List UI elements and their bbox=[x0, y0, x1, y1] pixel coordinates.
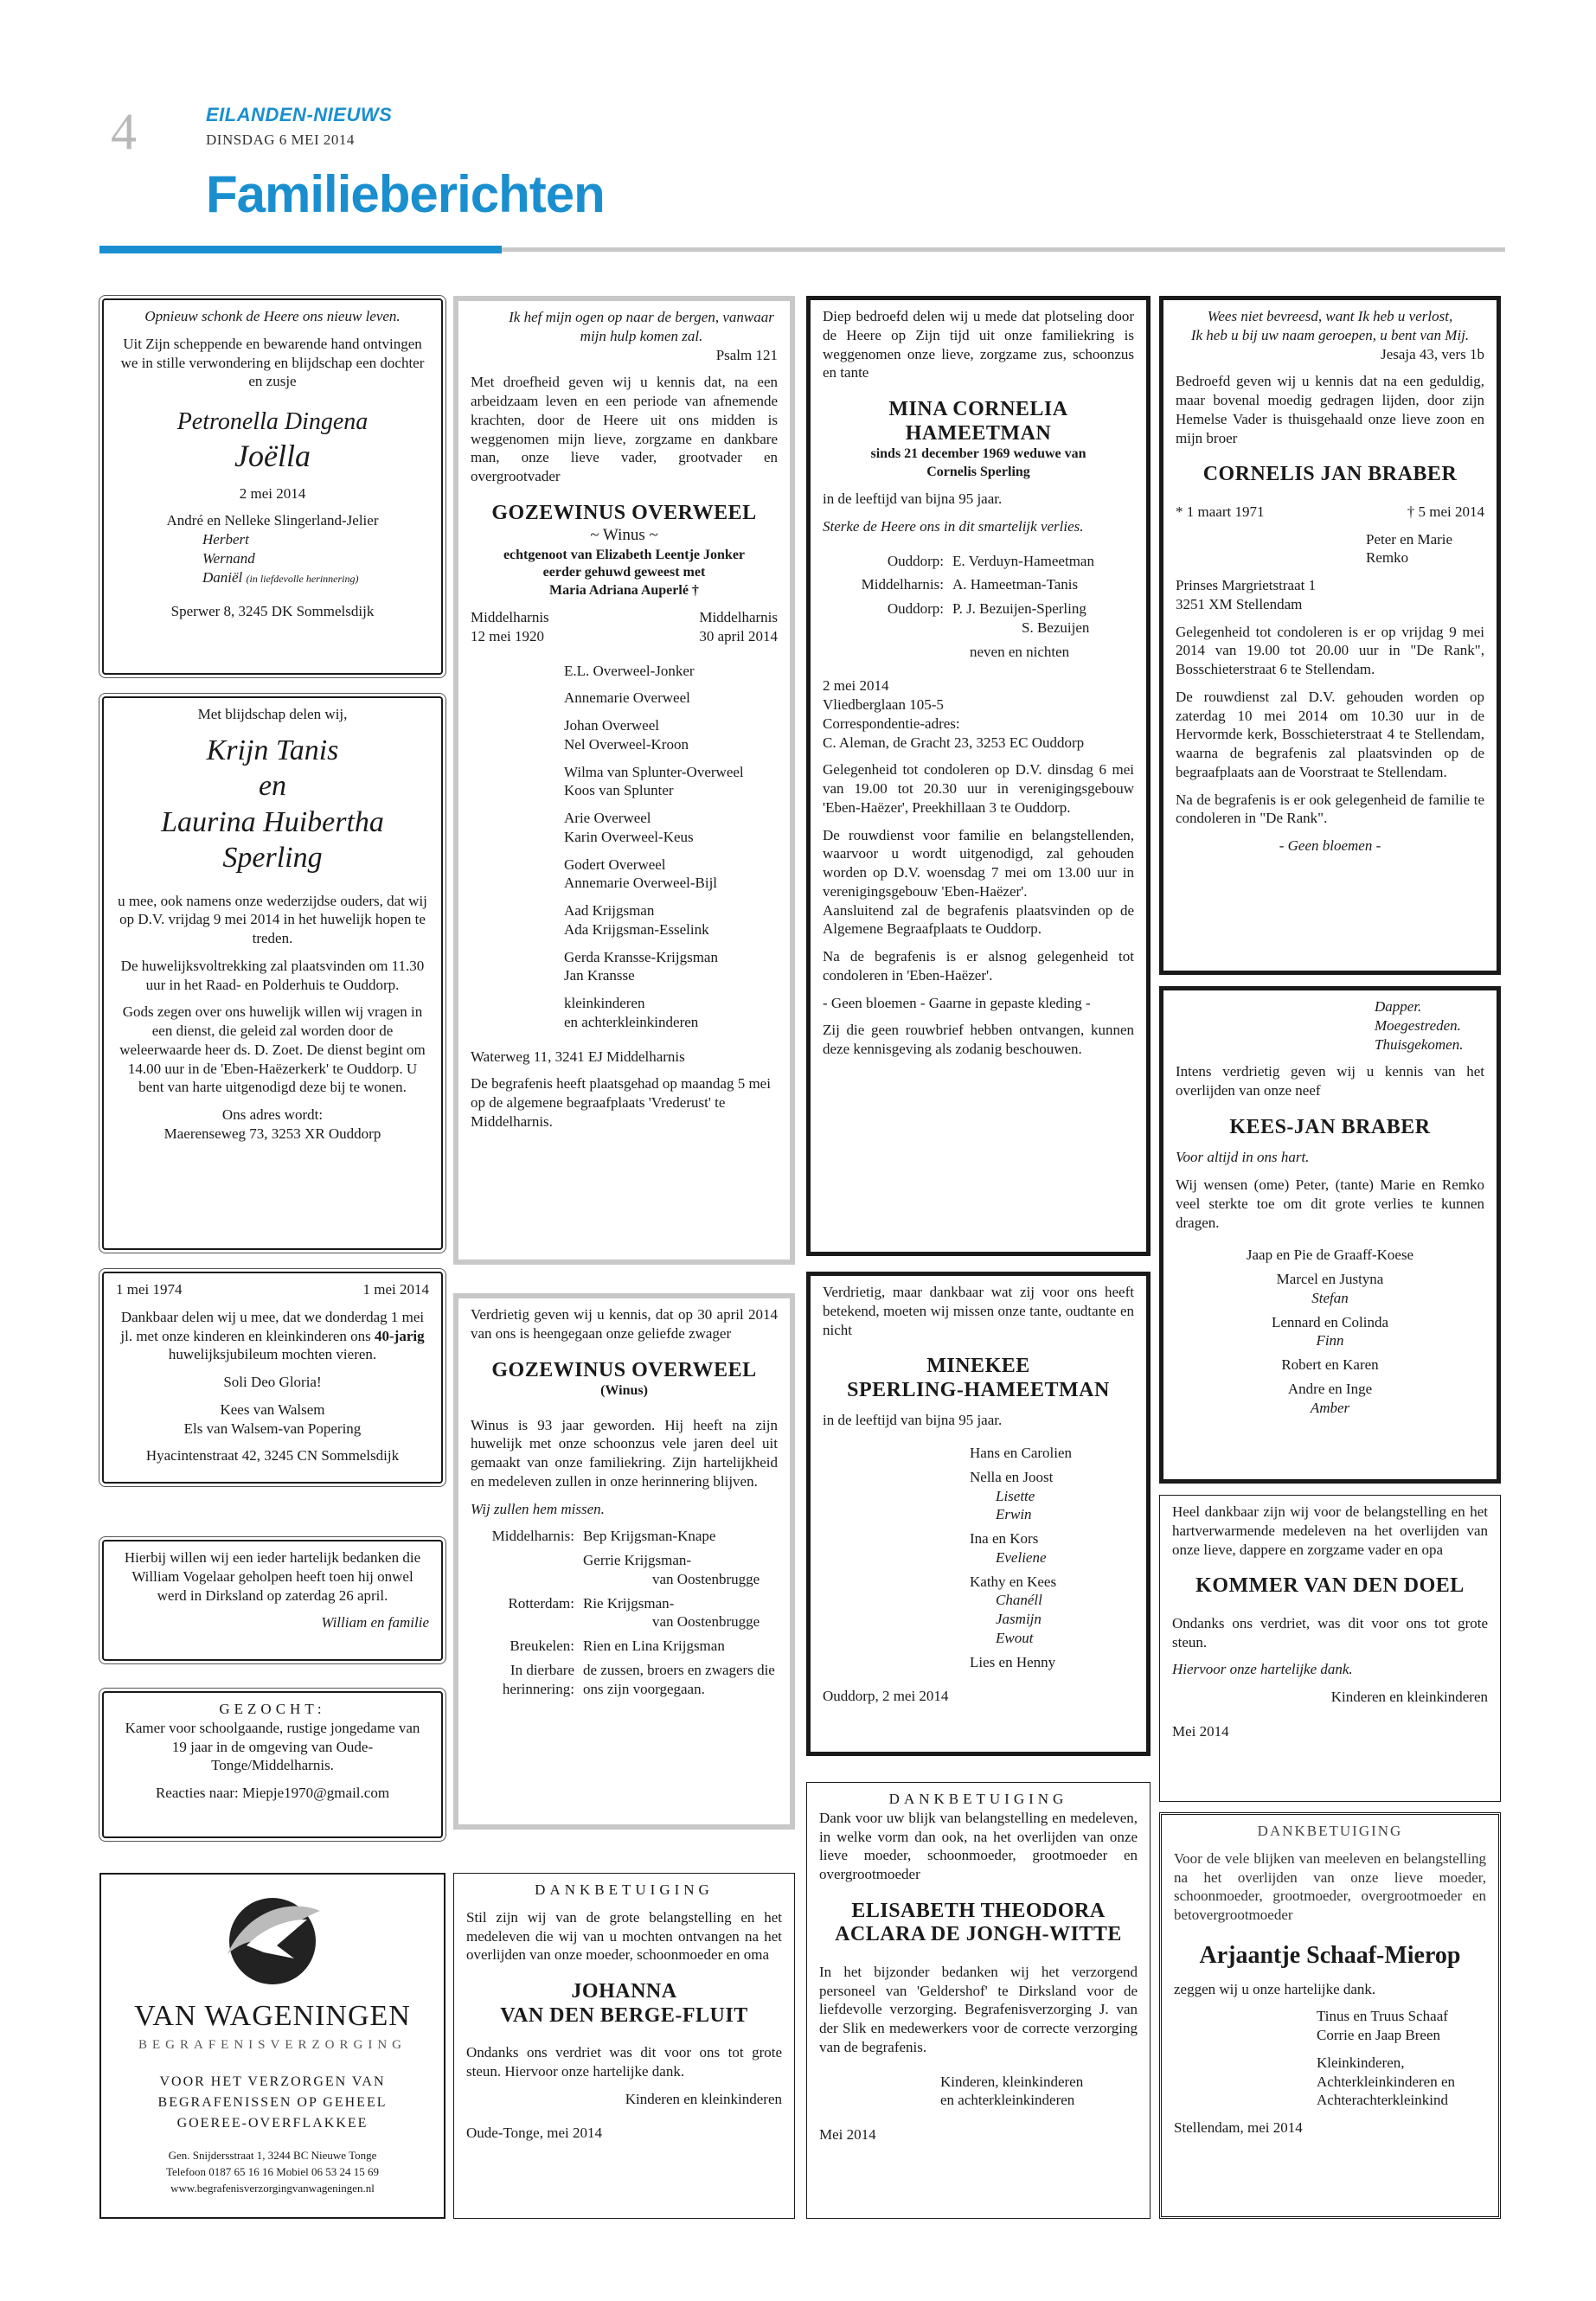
groom-name: Krijn Tanis bbox=[206, 734, 339, 766]
thanks-title: DANKBETUIGING bbox=[1257, 1823, 1403, 1839]
birth-parents: André en Nelleke Slingerland-Jelier bbox=[166, 512, 379, 529]
mourner-names bbox=[952, 552, 1134, 571]
thanks-text: Heel dankbaar zijn wij voor de belangstelling en het hartverwarmende medeleven na het overlijden van onze lieve, dappere en zorgzame vader en opa bbox=[1172, 1503, 1488, 1558]
spacer bbox=[564, 754, 778, 763]
mourner-row bbox=[471, 1637, 778, 1656]
mourners-list bbox=[471, 662, 778, 1032]
mourner-row bbox=[823, 552, 1134, 571]
mourner-name: en achterkleinkinderen bbox=[564, 1013, 699, 1030]
mourner-name: Lennard en Colinda bbox=[1271, 1313, 1388, 1330]
obituary-intro: Verdrietig geven wij u kennis, dat op 30 april 2014 van ons is heengegaan onze geliefde zwager bbox=[471, 1306, 778, 1342]
jubilee-address: Hyacintenstraat 42, 3245 CN Sommelsdijk bbox=[145, 1447, 400, 1465]
death-place: Middelharnis bbox=[699, 609, 778, 626]
after-burial-info: Na de begrafenis is er alsnog gelegenheid tot condoleren in 'Eben-Haëzer'. bbox=[823, 948, 1134, 984]
mourner-place bbox=[471, 1551, 583, 1589]
deceased-name: JOHANNA bbox=[571, 1980, 677, 2003]
widow-spouse: Cornelis Sperling bbox=[926, 464, 1030, 479]
mourner-name: Aad Krijgsman bbox=[564, 902, 655, 920]
deceased-name: Arjaantje Schaaf-Mierop bbox=[1199, 1941, 1461, 1969]
signature-line: Kleinkinderen, bbox=[1317, 2054, 1405, 2071]
parents: Peter en Marie bbox=[1366, 530, 1453, 548]
mourner-name: Johan Overweel bbox=[564, 717, 659, 734]
obituary-overweel-inlaws bbox=[453, 1293, 795, 1830]
mourner-name: Gerda Kransse-Krijgsman bbox=[564, 948, 718, 965]
obituary-street: Vliedberglaan 105-5 bbox=[823, 696, 944, 714]
mourner-name: Rien en Lina Krijgsman bbox=[583, 1638, 725, 1655]
advert-website[interactable]: www.begrafenisverzorgingvanwageningen.nl bbox=[170, 2181, 375, 2195]
mourner-name: Karin Overweel-Keus bbox=[564, 828, 694, 845]
mourner-name: Godert Overweel bbox=[564, 856, 666, 873]
mourner-names bbox=[583, 1551, 778, 1589]
wanted-text: Kamer voor schoolgaande, rustige jongedame van 19 jaar in de omgeving van Oude-Tonge/Middelharnis. bbox=[125, 1719, 420, 1774]
mourner-place: Ouddorp: bbox=[887, 552, 944, 569]
condolence-info: Gelegenheid tot condoleren op D.V. dinsdag 6 mei van 19.00 tot 20.30 uur in verenigingsgebouw 'Eben-Haëzer', Preekhillaan 3 te Ouddorp. bbox=[823, 761, 1134, 816]
new-address: Maerenseweg 73, 3253 XR Ouddorp bbox=[163, 1125, 381, 1142]
baby-full-name: Petronella Dingena bbox=[176, 408, 369, 435]
thanks-text: zeggen wij u onze hartelijke dank. bbox=[1174, 1980, 1376, 1997]
deceased-name: CORNELIS JAN BRABER bbox=[1202, 463, 1458, 486]
sibling-memorial: Daniël bbox=[202, 568, 243, 586]
mourner-name: Jan Kransse bbox=[564, 967, 635, 984]
death-date: † 5 mei 2014 bbox=[1407, 503, 1484, 520]
spacer bbox=[564, 893, 778, 901]
grandchild-name: Amber bbox=[1310, 1399, 1350, 1416]
thanks-title: DANKBETUIGING bbox=[535, 1881, 714, 1898]
signature-line: Achterkleinkinderen en bbox=[1317, 2073, 1456, 2090]
mourners-list bbox=[823, 1444, 1134, 1671]
birth-verse: Opnieuw schonk de Heere ons nieuw leven. bbox=[144, 308, 401, 324]
grandchild-name: Stefan bbox=[1311, 1289, 1349, 1306]
baby-call-name: Joëlla bbox=[234, 438, 311, 473]
thanks-motto: Hiervoor onze hartelijke dank. bbox=[1172, 1661, 1353, 1678]
after-burial-info: Na de begrafenis is er ook gelegenheid de familie te condoleren in "De Rank". bbox=[1176, 791, 1484, 827]
mourner-name: van Oostenbrugge bbox=[652, 1613, 760, 1631]
birth-address: Sperwer 8, 3245 DK Sommelsdijk bbox=[170, 603, 375, 620]
mourner-names bbox=[583, 1637, 778, 1656]
spouse-line: Maria Adriana Auperlé † bbox=[549, 582, 699, 598]
mourner-row bbox=[471, 1527, 778, 1546]
thanks-jongh bbox=[806, 1782, 1151, 2219]
obituary-age: in de leeftijd van bijna 95 jaar. bbox=[823, 1412, 1003, 1429]
service-info: De rouwdienst voor familie en belangstellenden, waarvoor u wordt uitgenodigd, zal gehouden worden op D.V. woensdag 7 mei om 13.00 uur in verenigingsgebouw 'Eben-Haëzer'. bbox=[823, 826, 1134, 900]
thanks-text: Dank voor uw blijk van belangstelling en medeleven, in welke vorm dan ook, na het overlijden van onze lieve moeder, schoonmoeder, grootmoeder en overgrootmoeder bbox=[819, 1809, 1138, 1882]
mourner-place: Middelharnis: bbox=[491, 1528, 574, 1545]
mourner-row bbox=[823, 575, 1134, 594]
spouse-line: echtgenoot van Elizabeth Leentje Jonker bbox=[503, 547, 746, 562]
thanks-date: Mei 2014 bbox=[819, 2126, 876, 2144]
jubilee-name: Kees van Walsem bbox=[220, 1400, 325, 1418]
advert-desc-line: BEGRAFENISSEN OP GEHEEL bbox=[157, 2095, 388, 2110]
jubilee-from: 1 mei 1974 bbox=[116, 1281, 183, 1298]
deceased-name: MINA CORNELIA bbox=[888, 398, 1068, 420]
mourner-place: Middelharnis: bbox=[861, 576, 944, 593]
grandchild-name: Erwin bbox=[996, 1506, 1032, 1523]
thanks-signature bbox=[1174, 2007, 1486, 2110]
thanks-signature: Kinderen, kleinkinderen bbox=[940, 2073, 1084, 2090]
memorial-note: (in liefdevolle herinnering) bbox=[246, 572, 359, 585]
obituary-hameetman bbox=[806, 296, 1151, 1256]
obituary-date: 2 mei 2014 bbox=[823, 677, 889, 695]
grandchild-name: Jasmijn bbox=[996, 1611, 1042, 1628]
burial-info: Aansluitend zal de begrafenis plaatsvinden op de Algemene Begraafplaats te Ouddorp. bbox=[823, 901, 1134, 938]
correspondence-label: Correspondentie-adres: bbox=[823, 715, 960, 732]
obituary-motto: Sterke de Heere ons in dit smartelijk verlies. bbox=[823, 517, 1084, 535]
thanks-place-date: Stellendam, mei 2014 bbox=[1174, 2119, 1303, 2137]
thanks-william-text: Hierbij willen wij een ieder hartelijk bedanken die William Vogelaar geholpen heeft toen hij onwel werd in Dirksland op zaterdag 26 april. bbox=[124, 1549, 421, 1604]
birth-intro: Uit Zijn scheppende en bewarende hand ontvingen we in stille verwondering en blijdschap een dochter en zusje bbox=[120, 335, 425, 390]
spacer bbox=[564, 939, 778, 948]
obituary-text: Wij wensen (ome) Peter, (tante) Marie en Remko veel sterkte toe om dit grote verlies te kunnen dragen. bbox=[1176, 1176, 1484, 1231]
obituary-verse-ref: Psalm 121 bbox=[715, 346, 778, 363]
funeral-advert bbox=[99, 1873, 445, 2219]
death-date: 30 april 2014 bbox=[699, 627, 778, 644]
thanks-title: DANKBETUIGING bbox=[888, 1791, 1068, 1807]
mourner-name: Kathy en Kees bbox=[970, 1573, 1057, 1590]
mourner-name: Rie Krijgsman- bbox=[583, 1594, 675, 1612]
thanks-text: Stil zijn wij van de grote belangstelling en het medeleven die wij van u mochten ontvangen na het overlijden van onze moeder, schoonmoeder en oma bbox=[466, 1908, 782, 1964]
obituary-verse: Dapper. bbox=[1375, 998, 1422, 1015]
jubilee-text: Dankbaar delen wij u mee, dat we donderdag 1 mei jl. met onze kinderen en kleinkinderen ons 40-jarig huwelijksjubileum mochten vieren. bbox=[120, 1308, 425, 1363]
widow-line: sinds 21 december 1969 weduwe van bbox=[870, 446, 1086, 462]
mourner-row bbox=[471, 1661, 778, 1699]
correspondence-address: C. Aleman, de Gracht 23, 3253 EC Ouddorp bbox=[823, 734, 1085, 751]
condolence-info: Gelegenheid tot condoleren is er op vrijdag 9 mei 2014 van 19.00 tot 20.00 uur in "De Rank", Bosschieterstraat 6 te Stellendam. bbox=[1176, 623, 1484, 678]
flowers-note: - Geen bloemen - Gaarne in gepaste kleding - bbox=[823, 994, 1091, 1011]
advert-address: Gen. Snijdersstraat 1, 3244 BC Nieuwe Tonge bbox=[168, 2149, 377, 2162]
thanks-william-signature: William en familie bbox=[321, 1614, 429, 1631]
obituary-verse: Ik hef mijn ogen op naar de bergen, vanwaar mijn hulp komen zal. bbox=[509, 309, 774, 344]
mourner-name: Marcel en Justyna bbox=[1276, 1271, 1384, 1288]
mourner-names bbox=[952, 599, 1134, 638]
birth-date: 12 mei 1920 bbox=[471, 627, 544, 644]
mourners-list bbox=[1176, 1246, 1484, 1417]
thanks-signature: Kinderen en kleinkinderen bbox=[625, 2090, 782, 2107]
mourner-name: kleinkinderen bbox=[564, 995, 645, 1012]
issue-date: DINSDAG 6 MEI 2014 bbox=[206, 131, 355, 148]
mourner-name: Koos van Splunter bbox=[564, 782, 674, 799]
spacer bbox=[564, 847, 778, 856]
obituary-intro: Diep bedroefd delen wij u mede dat plotseling door de Heere op Zijn tijd uit onze familiekring is weggenomen onze lieve, zorgzame zus, schoonzus en tante bbox=[823, 308, 1134, 381]
deceased-name: SPERLING-HAMEETMAN bbox=[847, 1378, 1110, 1401]
mourner-name: Lies en Henny bbox=[970, 1653, 1056, 1670]
spacer bbox=[564, 680, 778, 689]
mourner-names bbox=[583, 1594, 778, 1632]
thanks-doel bbox=[1159, 1495, 1501, 1802]
grandchild-name: Lisette bbox=[996, 1487, 1035, 1504]
mourner-name: S. Bezuijen bbox=[1022, 619, 1090, 636]
thanks-text: Ondanks ons verdriet was dit voor ons tot grote steun. Hiervoor onze hartelijke dank. bbox=[466, 2044, 782, 2080]
jubilee-name: Els van Walsem-van Popering bbox=[183, 1420, 362, 1437]
spacer bbox=[564, 708, 778, 716]
obituary-address: Waterweg 11, 3241 EJ Middelharnis bbox=[471, 1048, 685, 1065]
mourner-name: Andre en Inge bbox=[1287, 1380, 1373, 1397]
wedding-text: u mee, ook namens onze wederzijdse ouders, dat wij op D.V. vrijdag 9 mei 2014 in het huwelijk hopen te treden. bbox=[118, 892, 427, 947]
jubilee-announcement bbox=[102, 1272, 443, 1484]
notice-note: Zij die geen rouwbrief hebben ontvangen, kunnen deze kennisgeving als zodanig beschouwen. bbox=[823, 1022, 1134, 1058]
advert-company-sub: BEGRAFENISVERZORGING bbox=[138, 2038, 407, 2052]
grandchild-name: Finn bbox=[1316, 1332, 1344, 1349]
sibling: Remko bbox=[1366, 549, 1409, 567]
mourner-names bbox=[583, 1661, 778, 1699]
obituary-verse: Wees niet bevreesd, want Ik heb u verlost, bbox=[1207, 308, 1453, 324]
mourner-name: Gerrie Krijgsman- bbox=[583, 1552, 692, 1569]
thanks-text: In het bijzonder bedanken wij het verzorgend personeel van 'Geldershof' te Dirksland voor de liefdevolle verzorging. Begrafenisverzorging J. van der Slik en medewerkers voor de correcte verzorging van de begrafenis. bbox=[819, 1963, 1138, 2055]
grandchild-name: Eveliene bbox=[996, 1548, 1047, 1566]
wedding-and: en bbox=[258, 770, 287, 803]
thanks-date: Mei 2014 bbox=[1172, 1722, 1229, 1740]
signature-line: Achterachterkleinkind bbox=[1317, 2092, 1448, 2109]
extended-family: neven en nichten bbox=[970, 643, 1070, 660]
spouse-line: eerder gehuwd geweest met bbox=[542, 565, 706, 580]
obituary-braber-cousins bbox=[1159, 986, 1501, 1484]
wedding-announcement bbox=[102, 696, 443, 1250]
mourner-place: Ouddorp: bbox=[887, 600, 944, 618]
wedding-intro: Met blijdschap delen wij, bbox=[197, 706, 348, 722]
spacer bbox=[564, 800, 778, 809]
deceased-name: ACLARA DE JONGH-WITTE bbox=[835, 1923, 1122, 1946]
bride-first-name: Laurina Huibertha bbox=[161, 805, 384, 838]
deceased-name: HAMEETMAN bbox=[905, 421, 1052, 445]
obituary-verse: Thuisgekomen. bbox=[1375, 1035, 1464, 1053]
service-info: De rouwdienst zal D.V. gehouden worden op zaterdag 10 mei 2014 om 10.30 uur in de Hervormde kerk, Bosschieterstraat 4 te Stellendam, waarna de begrafenis zal plaatsvinden op de begraafplaats aan de Voorstraat te Stellendam. bbox=[1176, 688, 1484, 780]
mourner-row bbox=[823, 599, 1134, 638]
thanks-place-date: Oude-Tonge, mei 2014 bbox=[466, 2125, 602, 2142]
mourner-name: E. Verduyn-Hameetman bbox=[952, 552, 1094, 569]
mourner-name: Wilma van Splunter-Overweel bbox=[564, 763, 744, 780]
wanted-contact: Reacties naar: Miepje1970@gmail.com bbox=[155, 1785, 390, 1801]
flowers-note: - Geen bloemen - bbox=[1279, 837, 1381, 855]
funeral-info: De begrafenis heeft plaatsgehad op maandag 5 mei op de algemene begraafplaats 'Vrederust' te Middelharnis. bbox=[471, 1075, 771, 1130]
advert-phone: Telefoon 0187 65 16 16 Mobiel 06 53 24 15 69 bbox=[165, 2164, 380, 2178]
mourner-place: In dierbare herinnering: bbox=[502, 1661, 574, 1697]
obituary-text: Winus is 93 jaar geworden. Hij heeft na zijn huwelijk met onze schoonzus vele jaren deel uit gemaakt van onze familiekring. Zijn hartelijkheid en medeleven zullen in onze herinnering blijven. bbox=[471, 1416, 778, 1490]
mourner-names bbox=[583, 1527, 778, 1546]
mourner-row bbox=[471, 1594, 778, 1632]
obituary-intro: Intens verdrietig geven wij u kennis van het overlijden van onze neef bbox=[1176, 1063, 1484, 1099]
obituary-motto: Voor altijd in ons hart. bbox=[1176, 1149, 1310, 1166]
obituary-intro: Bedroefd geven wij u kennis dat na een geduldig, maar bovenal moedig gedragen lijden, door zijn Hemelse Vader is thuisgehaald onze lieve zoon en mijn broer bbox=[1176, 373, 1484, 446]
spacer bbox=[1317, 2045, 1486, 2054]
wedding-service: Gods zegen over ons huwelijk willen wij vragen in een dienst, die geleid zal worden door de weleerwaarde heer ds. D. Zoet. De dienst begint om 14.00 uur in de 'Eben-Haëzerkerk' te Ouddorp. U bent van harte uitgenodigd deze bij te wonen. bbox=[119, 1003, 426, 1096]
mourner-place: Rotterdam: bbox=[508, 1594, 574, 1612]
birth-announcement bbox=[102, 298, 443, 675]
mourner-name: Jaap en Pie de Graaff-Koese bbox=[1246, 1247, 1414, 1264]
thanks-signature: en achterkleinkinderen bbox=[940, 2092, 1075, 2109]
advert-company-name: VAN WAGENINGEN bbox=[134, 2000, 411, 2032]
jubilee-motto: Soli Deo Gloria! bbox=[223, 1374, 322, 1390]
dove-logo-icon bbox=[212, 1894, 333, 1989]
deceased-name: KOMMER VAN DEN DOEL bbox=[1195, 1574, 1465, 1598]
obituary-address: 3251 XM Stellendam bbox=[1176, 595, 1303, 612]
mourner-name: Ada Krijgsman-Esselink bbox=[564, 920, 709, 938]
birth-date: 2 mei 2014 bbox=[239, 484, 306, 502]
section-rule-accent bbox=[99, 246, 502, 253]
thanks-text: Voor de vele blijken van meeleven en belangstelling na het overlijden van onze lieve moeder, schoonmoeder, grootmoeder, overgrootmoeder en betovergrootmoeder bbox=[1174, 1849, 1486, 1923]
mourner-name: Annemarie Overweel bbox=[564, 689, 690, 707]
section-title: Familieberichten bbox=[206, 165, 605, 223]
jubilee-to: 1 mei 2014 bbox=[362, 1281, 429, 1298]
advert-desc-line: GOEREE-OVERFLAKKEE bbox=[176, 2116, 369, 2131]
new-address-label: Ons adres wordt: bbox=[221, 1106, 324, 1124]
grandchild-name: Ewout bbox=[996, 1629, 1034, 1646]
deceased-name: GOZEWINUS OVERWEEL bbox=[491, 501, 757, 524]
mourner-name: Annemarie Overweel-Bijl bbox=[564, 875, 718, 892]
obituary-motto: Wij zullen hem missen. bbox=[471, 1500, 605, 1517]
obituary-place-date: Ouddorp, 2 mei 2014 bbox=[823, 1688, 949, 1705]
obituary-intro: Met droefheid geven wij u kennis dat, na een arbeidzaam leven en een periode van afnemende krachten, door de Heere uit ons midden is weggenomen mijn lieve, zorgzame en dankbare man, onze lieve vader, grootvader en overgrootvader bbox=[471, 374, 778, 484]
birth-place: Middelharnis bbox=[471, 609, 549, 626]
deceased-name: KEES-JAN BRABER bbox=[1229, 1115, 1431, 1138]
mourner-name: de zussen, broers en zwagers die ons zijn voorgegaan. bbox=[583, 1661, 775, 1697]
grandchild-name: Chanéll bbox=[996, 1592, 1042, 1609]
deceased-name: MINEKEE bbox=[926, 1355, 1030, 1378]
obituary-intro: Verdrietig, maar dankbaar wat zij voor ons heeft betekend, moeten wij missen onze tante, oudtante en nicht bbox=[823, 1284, 1134, 1338]
obituary-overweel-family bbox=[453, 296, 795, 1265]
wedding-ceremony: De huwelijksvoltrekking zal plaatsvinden om 11.30 uur in het Raad- en Polderhuis te Ouddorp. bbox=[120, 957, 425, 993]
mourners-list bbox=[471, 1527, 778, 1698]
mourner-name: van Oostenbrugge bbox=[652, 1570, 760, 1587]
mourner-row bbox=[471, 1551, 778, 1589]
mourner-name: A. Hameetman-Tanis bbox=[952, 576, 1079, 593]
thanks-william bbox=[102, 1540, 443, 1661]
obituary-sperling bbox=[806, 1272, 1151, 1756]
thanks-fluit bbox=[453, 1873, 795, 2219]
deceased-name: VAN DEN BERGE-FLUIT bbox=[500, 2003, 748, 2027]
obituary-braber-family bbox=[1159, 296, 1501, 975]
thanks-signature: Kinderen en kleinkinderen bbox=[1330, 1689, 1488, 1706]
mourner-place: Breukelen: bbox=[510, 1638, 574, 1655]
mourner-name: Arie Overweel bbox=[564, 810, 651, 827]
thanks-text: Ondanks ons verdriet, was dit voor ons tot grote steun. bbox=[1172, 1614, 1488, 1650]
mourner-name: Bep Krijgsman-Knape bbox=[583, 1528, 716, 1545]
mourner-name: Ina en Kors bbox=[970, 1530, 1039, 1548]
mourner-name: E.L. Overweel-Jonker bbox=[564, 662, 695, 679]
obituary-verse: Ik heb u bij uw naam geroepen, u bent van Mij. bbox=[1190, 326, 1470, 343]
mourner-name: Nella en Joost bbox=[970, 1468, 1054, 1485]
section-rule bbox=[502, 247, 1505, 252]
mourner-name: P. J. Bezuijen-Sperling bbox=[952, 600, 1086, 618]
sibling: Wernand bbox=[202, 549, 255, 567]
obituary-age: in de leeftijd van bijna 95 jaar. bbox=[823, 490, 1003, 508]
thanks-schaaf bbox=[1159, 1812, 1501, 2219]
advert-desc-line: VOOR HET VERZORGEN VAN bbox=[159, 2074, 386, 2089]
birth-date: * 1 maart 1971 bbox=[1176, 503, 1265, 520]
spacer bbox=[564, 985, 778, 994]
mourner-name: Nel Overweel-Kroon bbox=[564, 735, 689, 753]
obituary-verse: Moegestreden. bbox=[1375, 1016, 1461, 1034]
deceased-nickname: (Winus) bbox=[600, 1383, 648, 1399]
sibling: Herbert bbox=[202, 531, 249, 548]
newspaper-brand: EILANDEN-NIEUWS bbox=[206, 104, 393, 125]
mourners-list bbox=[823, 552, 1134, 638]
obituary-address: Prinses Margrietstraat 1 bbox=[1176, 577, 1317, 594]
mourner-name: Hans en Carolien bbox=[970, 1445, 1073, 1462]
wanted-ad bbox=[102, 1691, 443, 1838]
bride-last-name: Sperling bbox=[222, 842, 323, 875]
mourner-names bbox=[952, 575, 1134, 594]
mourner-name: Robert en Karen bbox=[1281, 1356, 1379, 1374]
deceased-name: ELISABETH THEODORA bbox=[851, 1899, 1106, 1922]
deceased-nickname: ~ Winus ~ bbox=[590, 526, 658, 545]
wanted-title: GEZOCHT: bbox=[219, 1701, 326, 1717]
signature-line: Corrie en Jaap Breen bbox=[1317, 2027, 1441, 2044]
deceased-name: GOZEWINUS OVERWEEL bbox=[491, 1358, 757, 1381]
obituary-verse-ref: Jesaja 43, vers 1b bbox=[1381, 345, 1484, 362]
page-number: 4 bbox=[111, 103, 137, 160]
signature-line: Tinus en Truus Schaaf bbox=[1317, 2008, 1448, 2025]
